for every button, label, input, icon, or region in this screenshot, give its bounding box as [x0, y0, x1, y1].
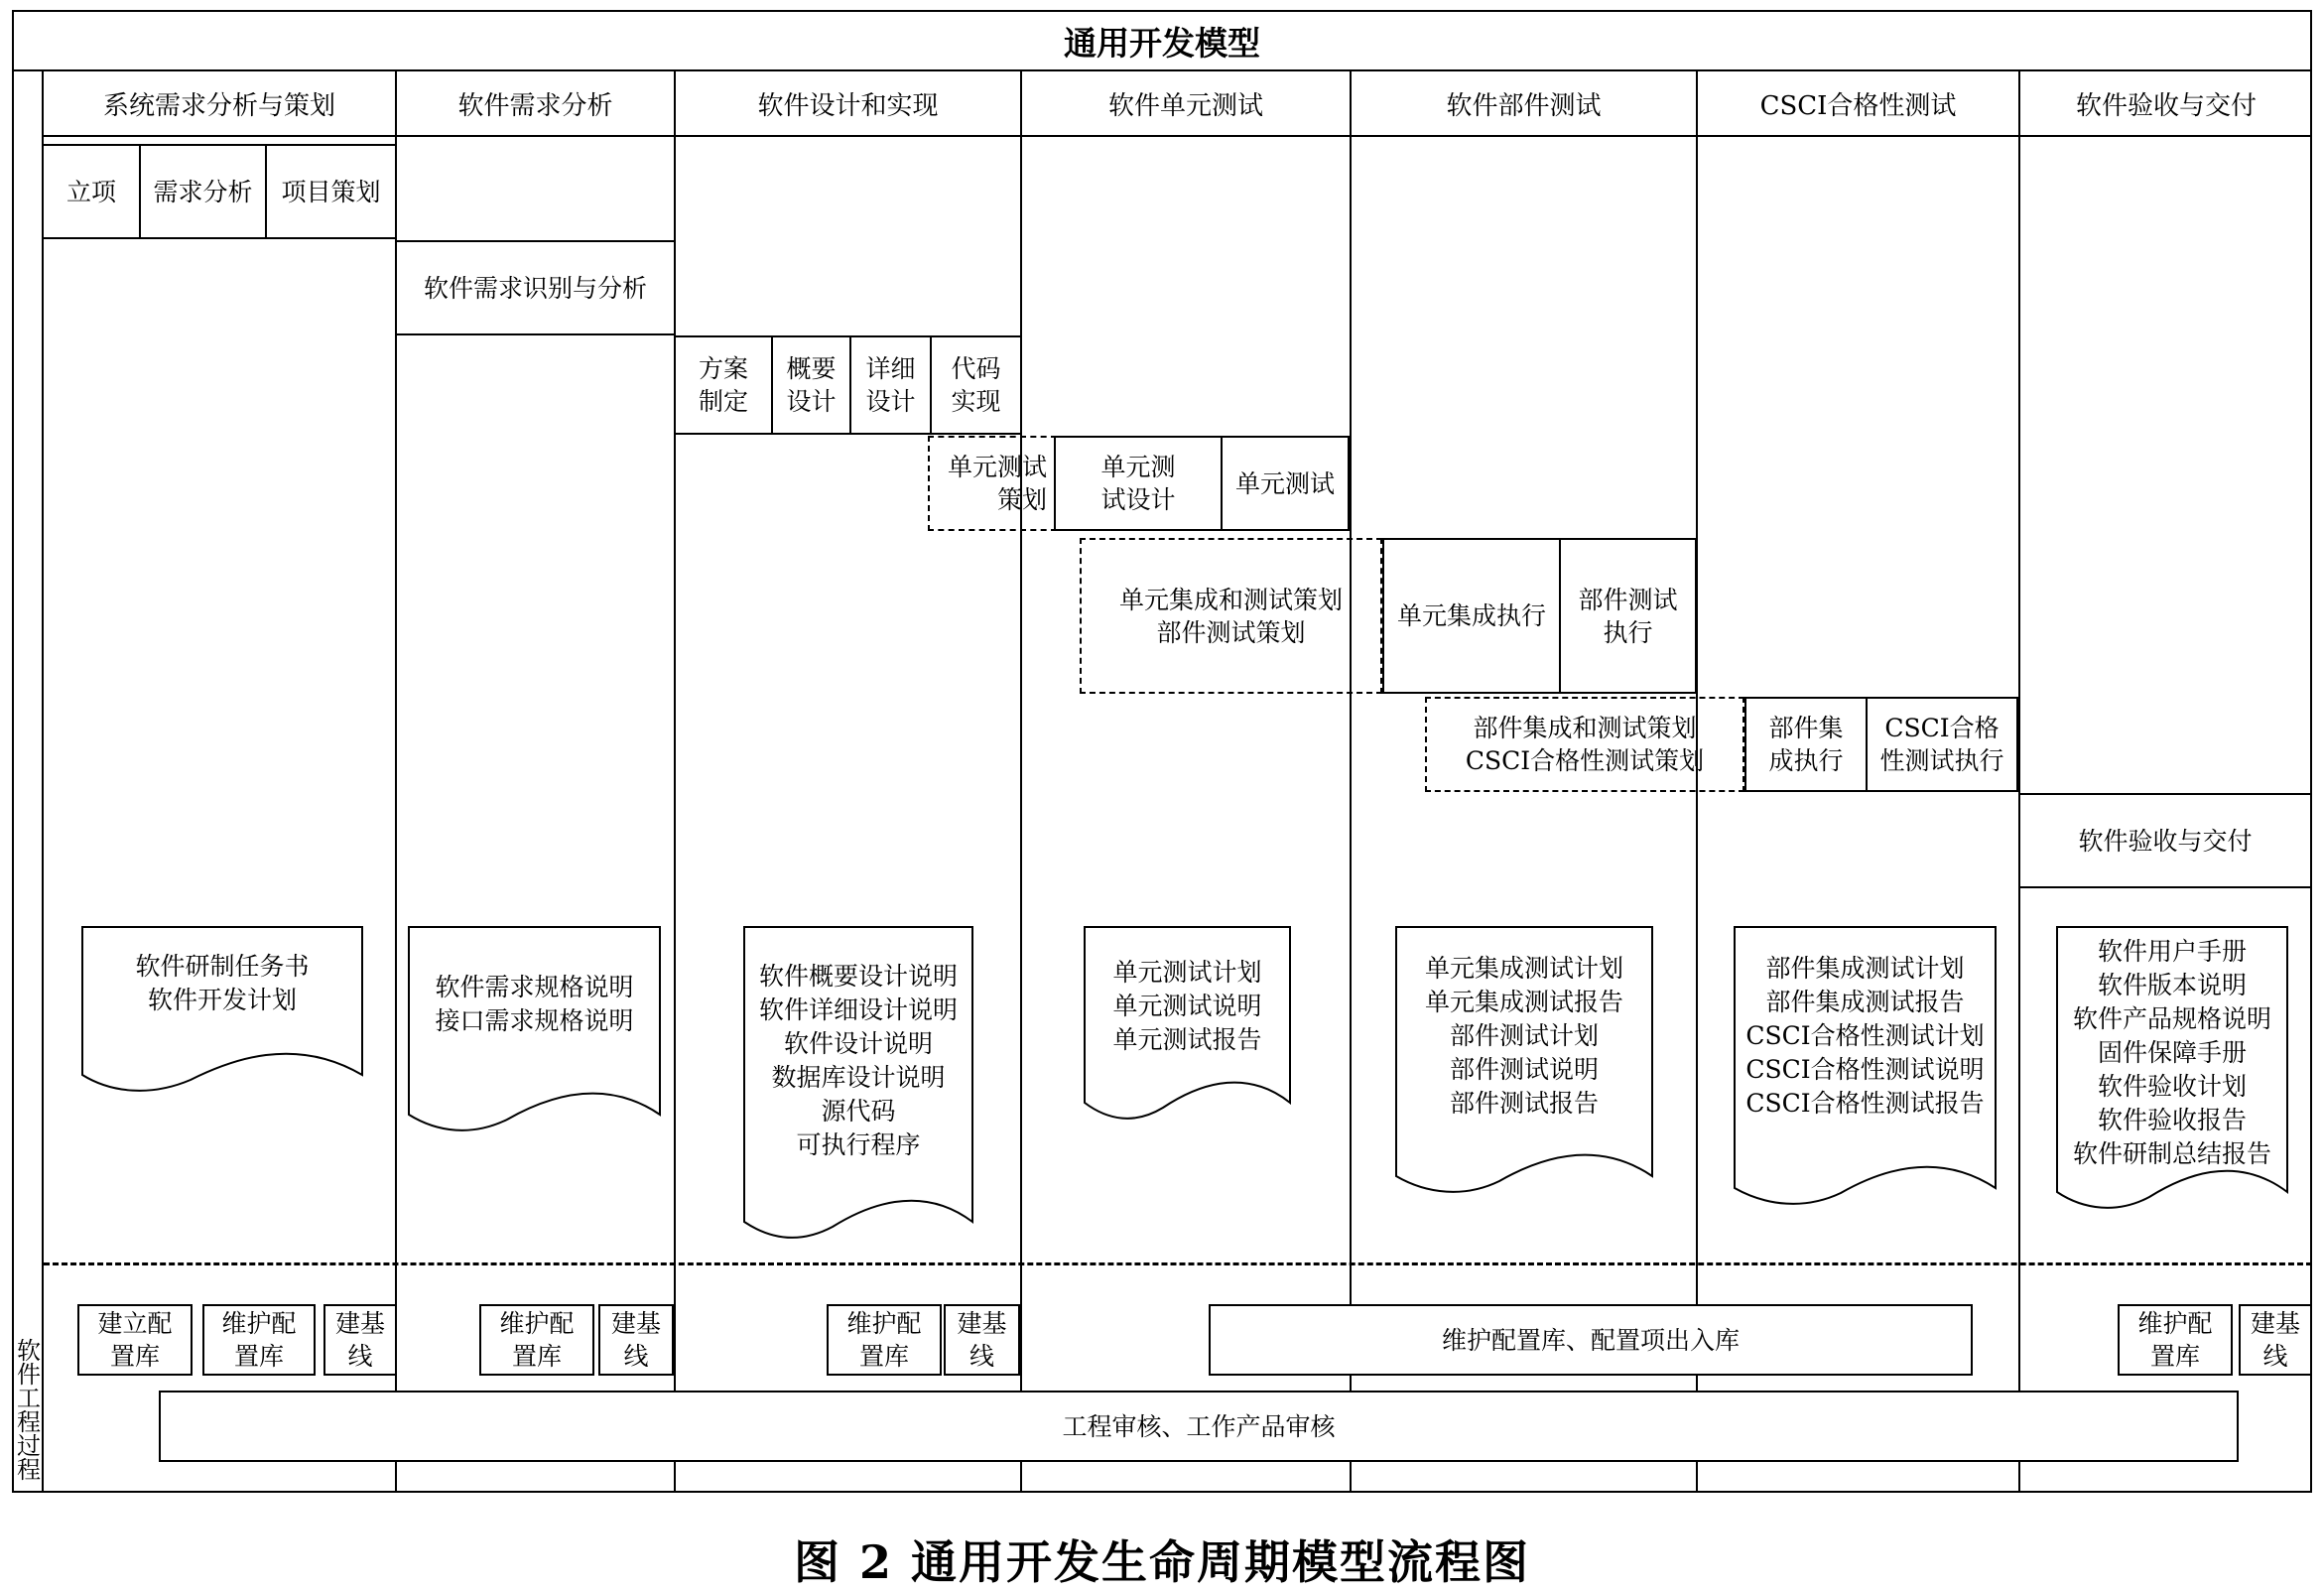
document-line: 软件概要设计说明 [758, 962, 958, 991]
activity-detailed-design: 详细 设计 [849, 335, 932, 435]
document-text [1395, 952, 1653, 1121]
activity-code-implementation: 代码 实现 [930, 335, 1022, 435]
activity-unit-test-design: 单元测 试设计 [1054, 436, 1223, 531]
config-baseline: 建基 线 [598, 1304, 674, 1376]
document-line: 软件设计说明 [783, 1029, 933, 1058]
figure-caption: 图 2 通用开发生命周期模型流程图 [793, 1535, 1531, 1589]
document-line: CSCI合格性测试说明 [1745, 1055, 1985, 1084]
document-line: 数据库设计说明 [771, 1063, 946, 1092]
document-line: 源代码 [821, 1097, 896, 1126]
document-text [1734, 952, 1997, 1121]
phase-header-divider [42, 135, 2312, 137]
document-line: 软件研制总结报告 [2072, 1139, 2271, 1168]
config-baseline: 建基 线 [944, 1304, 1020, 1376]
document-line: CSCI合格性测试计划 [1745, 1021, 1985, 1050]
phase-header-unit-test: 软件单元测试 [1107, 90, 1263, 121]
activity-component-integration-test-planning: 部件集成和测试策划 CSCI合格性测试策划 [1425, 697, 1744, 792]
document-group [1395, 926, 1653, 1198]
document-text [81, 950, 363, 1017]
document-line: 接口需求规格说明 [435, 1006, 634, 1035]
column-divider [1350, 69, 1352, 1493]
document-line: 单元测试说明 [1112, 992, 1262, 1020]
config-maintain-and-check-in-out: 维护配置库、配置项出入库 [1209, 1304, 1973, 1376]
document-line: CSCI合格性测试报告 [1745, 1089, 1985, 1118]
document-line: 软件验收计划 [2097, 1072, 2247, 1101]
document-line: 部件测试说明 [1449, 1055, 1599, 1084]
document-text [743, 960, 973, 1162]
phase-header-software-requirements: 软件需求分析 [457, 90, 613, 121]
document-line: 软件开发计划 [147, 986, 297, 1014]
config-baseline: 建基 线 [323, 1304, 397, 1376]
document-line: 软件需求规格说明 [435, 973, 634, 1001]
document-group [2056, 926, 2288, 1214]
activity-unit-testing: 单元测试 [1221, 436, 1350, 531]
document-group [1734, 926, 1997, 1210]
config-establish-library: 建立配 置库 [77, 1304, 193, 1376]
activity-unit-test-planning: 单元测试 策划 [928, 436, 1057, 531]
activity-component-integration-execution: 部件集 成执行 [1744, 697, 1868, 792]
config-maintain-library: 维护配 置库 [2118, 1304, 2233, 1376]
document-line: 部件集成测试计划 [1765, 954, 1965, 983]
document-line: 单元集成测试计划 [1424, 954, 1623, 983]
activity-preliminary-design: 概要 设计 [771, 335, 851, 435]
document-line: 部件集成测试报告 [1765, 988, 1965, 1016]
column-divider [1020, 69, 1022, 1493]
document-line: 单元测试计划 [1112, 958, 1262, 987]
activity-requirement-analysis: 需求分析 [139, 144, 267, 239]
activity-initiation: 立项 [42, 144, 141, 239]
document-line: 固件保障手册 [2097, 1038, 2247, 1067]
activity-unit-integration-execution: 单元集成执行 [1382, 538, 1561, 694]
phase-header-system-requirements: 系统需求分析与策划 [102, 90, 335, 121]
activity-unit-integration-test-planning: 单元集成和测试策划 部件测试策划 [1080, 538, 1382, 694]
document-group [81, 926, 363, 1097]
engineering-process-divider [44, 1262, 2312, 1265]
document-line: 单元测试报告 [1112, 1025, 1262, 1054]
document-group [743, 926, 973, 1244]
config-baseline: 建基 线 [2239, 1304, 2312, 1376]
document-text [408, 971, 661, 1038]
document-line: 软件产品规格说明 [2072, 1004, 2271, 1033]
document-text [1084, 956, 1291, 1057]
activity-software-requirement-identification: 软件需求识别与分析 [395, 240, 676, 335]
diagram-title: 通用开发模型 [1064, 23, 1260, 63]
document-line: 单元集成测试报告 [1424, 988, 1623, 1016]
document-line: 软件验收报告 [2097, 1106, 2247, 1134]
phase-header-acceptance: 软件验收与交付 [2075, 90, 2257, 121]
document-text [2056, 935, 2288, 1171]
config-maintain-library: 维护配 置库 [479, 1304, 594, 1376]
engineering-review-bar: 工程审核、工作产品审核 [159, 1391, 2239, 1462]
activity-project-planning: 项目策划 [265, 144, 397, 239]
config-maintain-library: 维护配 置库 [202, 1304, 316, 1376]
phase-header-design-implementation: 软件设计和实现 [757, 90, 939, 121]
phase-header-csci-test: CSCI合格性测试 [1759, 90, 1957, 121]
activity-component-test-execution: 部件测试 执行 [1559, 538, 1697, 694]
document-line: 软件研制任务书 [135, 952, 310, 981]
config-maintain-library: 维护配 置库 [827, 1304, 942, 1376]
document-line: 软件版本说明 [2097, 971, 2247, 999]
document-group [1084, 926, 1291, 1125]
column-divider [2018, 69, 2020, 1493]
document-line: 软件详细设计说明 [758, 995, 958, 1024]
phase-header-component-test: 软件部件测试 [1446, 90, 1602, 121]
side-column-divider [42, 69, 44, 1493]
activity-csci-qualification-test-execution: CSCI合格 性测试执行 [1866, 697, 2018, 792]
document-group [408, 926, 661, 1136]
activity-scheme-definition: 方案 制定 [674, 335, 773, 435]
side-label: 软件工程过程 [12, 1338, 41, 1481]
document-line: 软件用户手册 [2097, 937, 2247, 966]
document-line: 部件测试报告 [1449, 1089, 1599, 1118]
document-line: 部件测试计划 [1449, 1021, 1599, 1050]
activity-acceptance-delivery: 软件验收与交付 [2018, 793, 2312, 888]
document-line: 可执行程序 [796, 1130, 921, 1159]
